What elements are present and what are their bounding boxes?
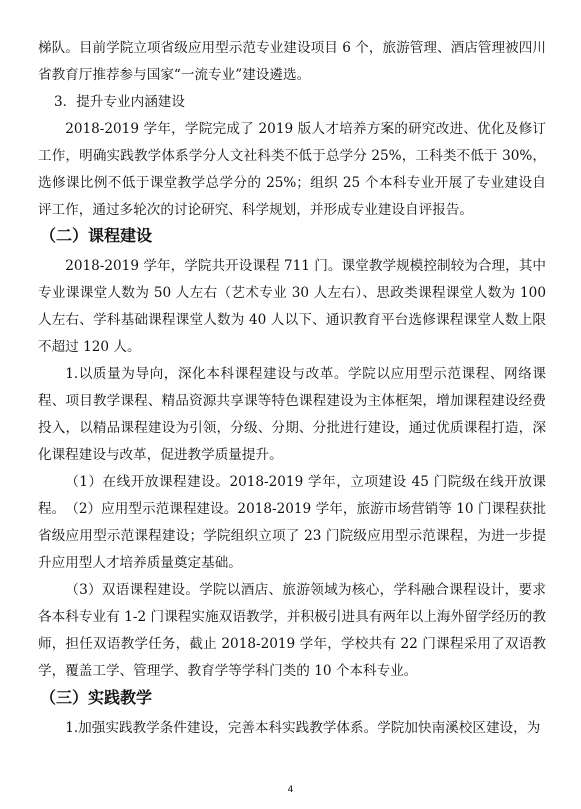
paragraph-bilingual: （3）双语课程建设。学院以酒店、旅游领域为核心，学科融合课程设计，要求各本科专业有 1-2 门课程实施双语教学，并积极引进具有两年以上海外留学经历的教师，担任双语教学任务，截止 2018-2019 学年，学校共有 22 门课程采用了双语教学，覆盖工学、管理学、教育学等学科门类的 10 个本科专业。 [38, 582, 546, 679]
paragraph-applied: （2）应用型示范课程建设。2018-2019 学年，旅游市场营销等 10 门课程获批省级应用型示范课程建设；学院组织立项了 23 门院级应用型示范课程，为进一步提升应用型人才培养质量奠定基础。 [38, 501, 546, 571]
section-heading-practice: （三）实践教学 [40, 688, 153, 707]
paragraph-practice: 1.加强实践教学条件建设，完善本科实践教学体系。学院加快南溪校区建设，为 [65, 720, 541, 736]
paragraph-quality: 1.以质量为导向，深化本科课程建设与改革。学院以应用型示范课程、网络课程、项目教学课程、精品资源共享课等特色课程建设为主体框架，增加课程建设经费投入，以精品课程建设为引领，分级、分期、分批进行建设，通过优质课程打造，深化课程建设与改革，促进教学质量提升。 [38, 366, 546, 463]
paragraph-intro-continued: 梯队。目前学院立项省级应用型示范专业建设项目 6 个，旅游管理、酒店管理被四川省教育厅推荐参与国家“一流专业”建设遴选。 [38, 40, 546, 83]
page-number: 4 [287, 785, 294, 795]
subheading-3: 3．提升专业内涵建设 [54, 94, 185, 110]
paragraph-2018-plan: 2018-2019 学年，学院完成了 2019 版人才培养方案的研究改进、优化及修订工作，明确实践教学体系学分人文社科类不低于总学分 25%，工科类不低于 30%，选修课比例不低于课堂教学总学分的 25%；组织 25 个本科专业开展了专业建设自评工作，通过多轮次的讨论研究、科学规划，并形成专业建设自评报告。 [38, 121, 546, 218]
paragraph-online: （1）在线开放课程建设。2018-2019 学年，立项建设 45 门院级在线开放课程。 [38, 474, 546, 517]
paragraph-courses: 2018-2019 学年，学院共开设课程 711 门。课堂教学规模控制较为合理，其中专业课课堂人数为 50 人左右（艺术专业 30 人左右）、思政类课程课堂人数为 100 人左右、学科基础课程课堂人数为 40 人以下、通识教育平台选修课程课堂人数上限不超过 120 人。 [38, 258, 546, 355]
section-heading-courses: （二）课程建设 [40, 226, 153, 245]
